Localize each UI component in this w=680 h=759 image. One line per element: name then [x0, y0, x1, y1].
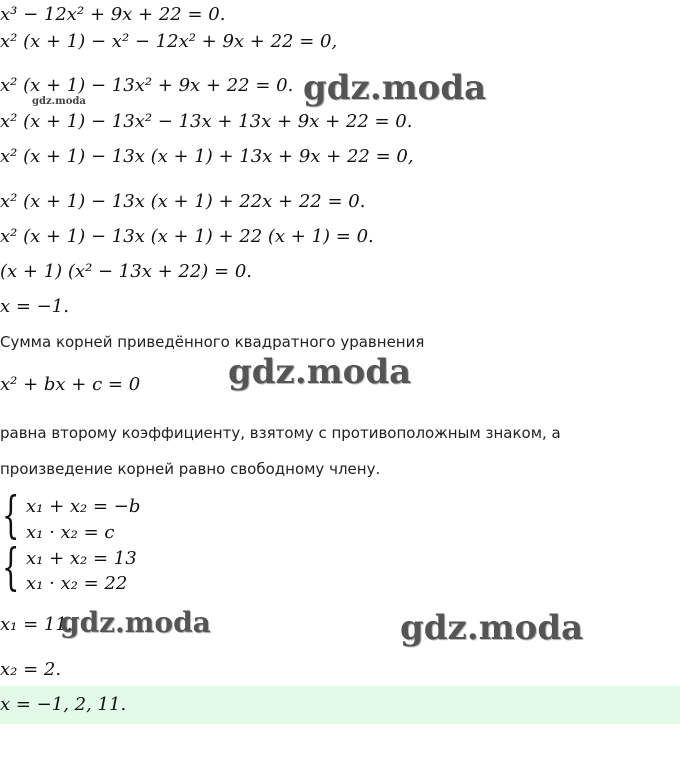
root-x1: x₁ = 11. [0, 614, 73, 635]
equation-line-3: x² (x + 1) − 13x² + 9x + 22 = 0. [0, 75, 294, 96]
root-x2: x₂ = 2. [0, 659, 62, 680]
equation-line-7: x² (x + 1) − 13x (x + 1) + 22 (x + 1) = 0. [0, 226, 374, 247]
equation-line-1: x³ − 12x² + 9x + 22 = 0. [0, 4, 226, 25]
watermark-small: gdz.moda [32, 96, 86, 107]
quadratic-equation: x² + bx + c = 0 [0, 374, 141, 395]
product-text: произведение корней равно свободному члену. [0, 460, 381, 478]
answer-line: x = −1, 2, 11. [0, 694, 127, 715]
system-1-line-2: x₁ · x₂ = c [26, 522, 115, 543]
system-2-line-2: x₁ · x₂ = 22 [26, 573, 128, 594]
sum-roots-text: Сумма корней приведённого квадратного уравнения [0, 333, 425, 351]
equation-line-9: x = −1. [0, 296, 69, 317]
system-brace-1: { [2, 486, 20, 544]
equation-line-6: x² (x + 1) − 13x (x + 1) + 22x + 22 = 0. [0, 191, 366, 212]
watermark: gdz.moda [60, 606, 211, 639]
equation-line-4: x² (x + 1) − 13x² − 13x + 13x + 9x + 22 = 0. [0, 111, 413, 132]
equation-line-8: (x + 1) (x² − 13x + 22) = 0. [0, 261, 253, 282]
equation-line-5: x² (x + 1) − 13x (x + 1) + 13x + 9x + 22 = 0, [0, 146, 414, 167]
system-brace-2: { [2, 538, 20, 596]
watermark: gdz.moda [303, 68, 487, 108]
watermark: gdz.moda [228, 352, 412, 392]
equation-line-2: x² (x + 1) − x² − 12x² + 9x + 22 = 0, [0, 31, 338, 52]
system-1-line-1: x₁ + x₂ = −b [26, 496, 141, 517]
coefficient-text: равна второму коэффициенту, взятому с противоположным знаком, а [0, 424, 561, 442]
watermark: gdz.moda [400, 608, 584, 648]
system-2-line-1: x₁ + x₂ = 13 [26, 548, 137, 569]
